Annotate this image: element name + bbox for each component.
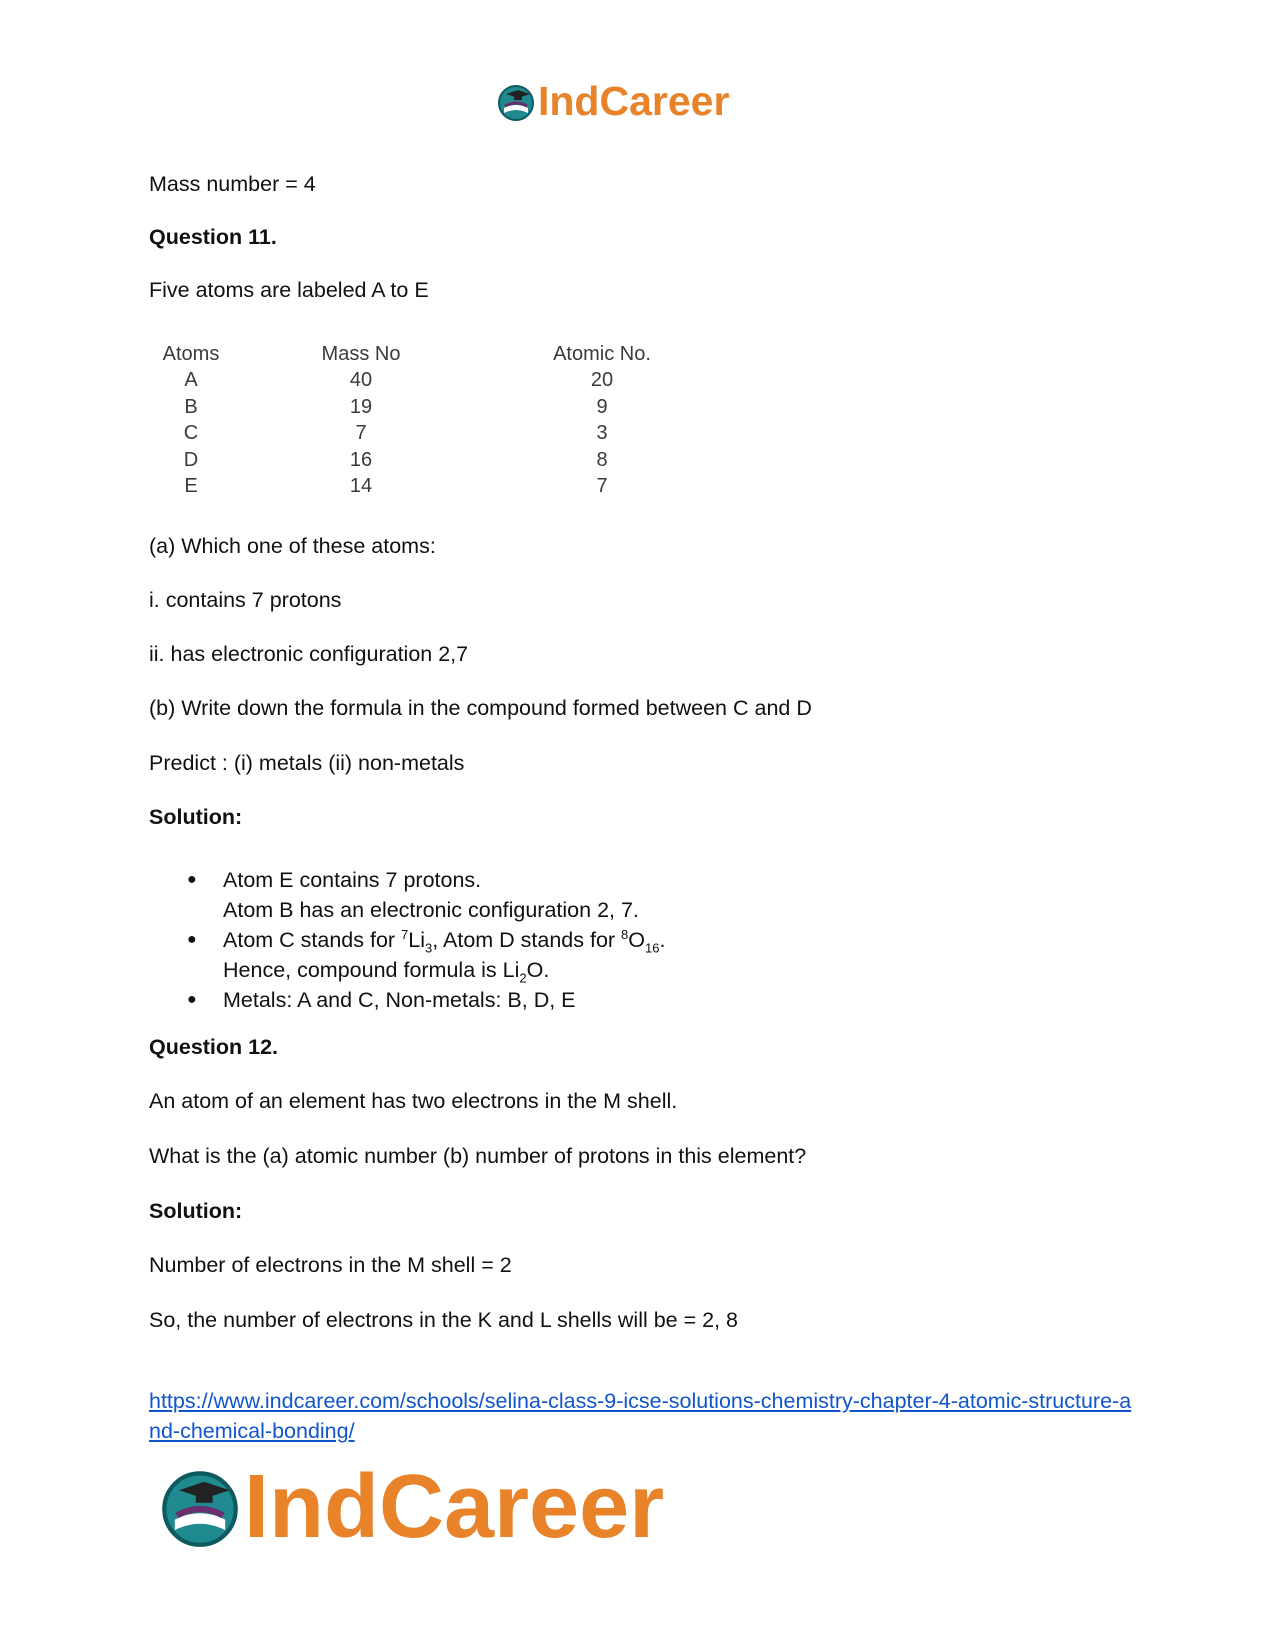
question-12-solution-1: Number of electrons in the M shell = 2 [149, 1253, 512, 1277]
solution-label: Solution: [149, 1199, 243, 1223]
table-row [152, 421, 672, 448]
table-header-row [152, 341, 672, 368]
footer-logo [158, 1457, 665, 1557]
table-cell: 16 [349, 448, 373, 471]
table-cell: D [183, 448, 199, 471]
bullet-text: , Atom D stands for [432, 928, 622, 952]
mass-superscript: 8 [621, 926, 629, 942]
bullet-text: . [659, 928, 666, 952]
atomic-subscript: 3 [425, 940, 433, 956]
question-11-heading: Question 11. [149, 225, 277, 249]
element-symbol: O [628, 928, 646, 952]
mass-number-line: Mass number = 4 [149, 172, 316, 196]
table-row [152, 447, 672, 474]
logo-text: IndCareer [244, 1457, 665, 1557]
column-header-mass-no: Mass No [321, 342, 401, 365]
table-row [152, 394, 672, 421]
column-header-atomic-no: Atomic No. [553, 342, 651, 365]
question-11-part-a-i: i. contains 7 protons [149, 588, 342, 612]
question-12-heading: Question 12. [149, 1035, 279, 1059]
list-item [149, 985, 665, 1015]
list-item [149, 865, 665, 925]
table-cell: 3 [596, 422, 608, 445]
bullet-text: Atom B has an electronic configuration 2, 7. [223, 898, 639, 922]
question-11-part-b: (b) Write down the formula in the compound formed between C and D [149, 696, 812, 720]
table-cell: 7 [596, 475, 608, 498]
graduation-book-globe-icon [158, 1465, 242, 1549]
bullet-text: O. [526, 958, 550, 982]
atomic-subscript: 16 [645, 940, 660, 956]
bullet-text: Atom E contains 7 protons. [223, 868, 482, 892]
table-cell: A [184, 369, 198, 392]
header-logo [496, 78, 729, 125]
column-header-atoms: Atoms [162, 342, 220, 365]
logo-text: IndCareer [538, 78, 730, 124]
source-link[interactable]: https://www.indcareer.com/schools/selina-class-9-icse-solutions-chemistry-chapter-4-atomic-structure-and-chemical-bonding/ [149, 1389, 1132, 1443]
question-12-solution-2: So, the number of electrons in the K and L shells will be = 2, 8 [149, 1308, 739, 1332]
question-11-part-a: (a) Which one of these atoms: [149, 534, 436, 558]
bullet-text: Hence, compound formula is Li [223, 958, 520, 982]
question-11-part-a-ii: ii. has electronic configuration 2,7 [149, 642, 469, 666]
bullet-icon: ● [187, 931, 197, 948]
formula-subscript: 2 [519, 970, 527, 986]
table-cell: C [183, 422, 199, 445]
question-11-predict: Predict : (i) metals (ii) non-metals [149, 751, 465, 775]
table-row [152, 474, 672, 501]
mass-superscript: 7 [401, 926, 409, 942]
question-11-intro: Five atoms are labeled A to E [149, 278, 429, 302]
atoms-table [152, 341, 672, 500]
table-cell: E [184, 475, 198, 498]
question-12-line-1: An atom of an element has two electrons in the M shell. [149, 1089, 678, 1113]
table-cell: 20 [590, 369, 614, 392]
graduation-book-globe-icon [496, 82, 536, 122]
table-cell: 9 [596, 395, 608, 418]
bullet-icon: ● [187, 991, 197, 1008]
list-item [149, 925, 665, 985]
bullet-text: Metals: A and C, Non-metals: B, D, E [223, 988, 576, 1012]
bullet-icon: ● [187, 871, 197, 888]
table-cell: 19 [349, 395, 373, 418]
table-cell: 14 [349, 475, 373, 498]
table-cell: B [184, 395, 198, 418]
table-row [152, 368, 672, 395]
element-symbol: Li [408, 928, 426, 952]
question-12-line-2: What is the (a) atomic number (b) number of protons in this element? [149, 1144, 807, 1168]
table-cell: 7 [355, 422, 367, 445]
solution-bullet-list [149, 865, 665, 1015]
table-cell: 40 [349, 369, 373, 392]
solution-label: Solution: [149, 805, 243, 829]
bullet-text: Atom C stands for [223, 928, 402, 952]
table-cell: 8 [596, 448, 608, 471]
